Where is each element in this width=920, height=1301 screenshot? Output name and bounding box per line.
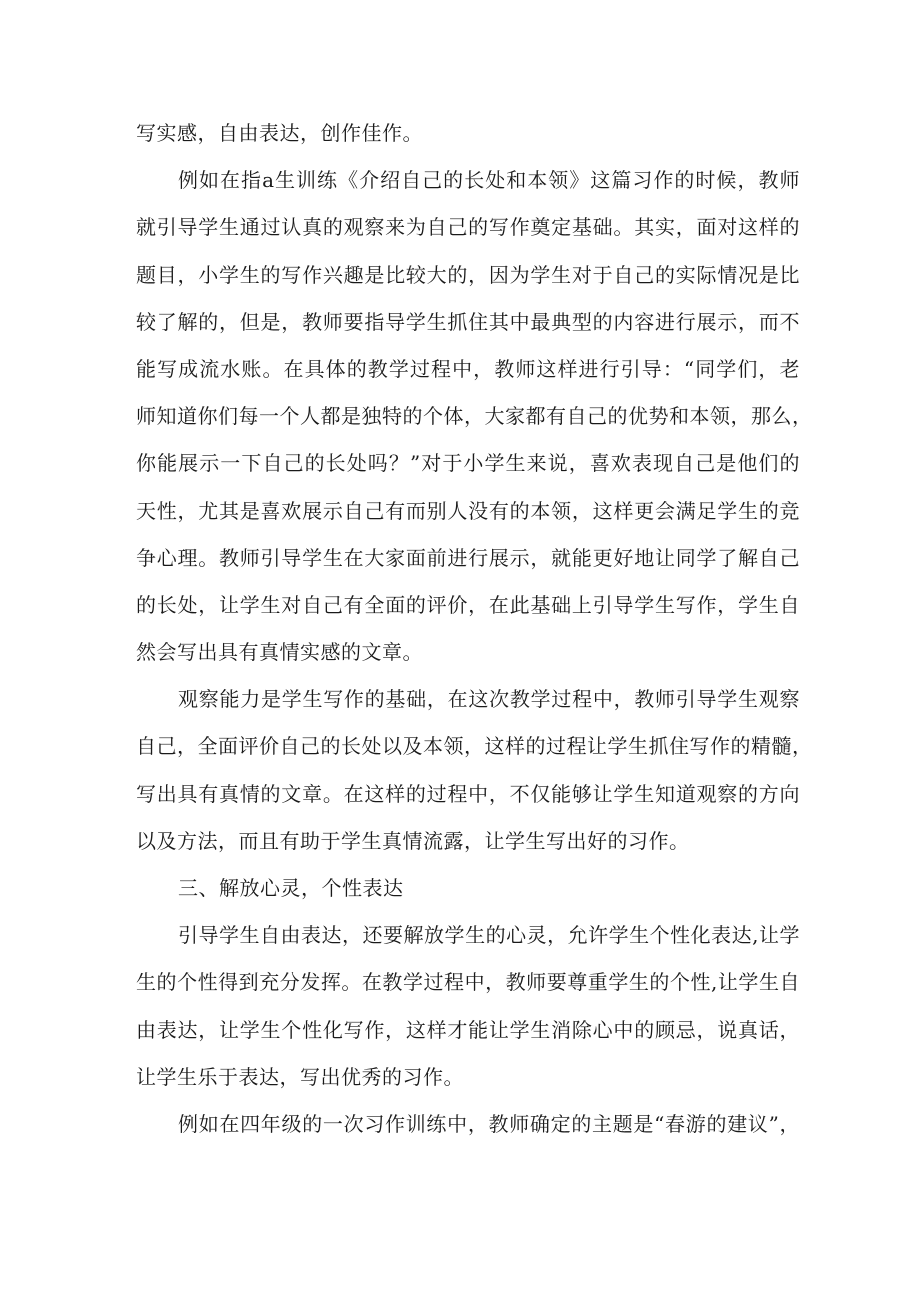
text-line: 就引导学生通过认真的观察来为自己的写作奠定基础。其实，面对这样的 <box>136 215 800 240</box>
text-line: 三、解放心灵，个性表达 <box>178 876 404 900</box>
text-line: 生的个性得到充分发挥。在教学过程中，教师要尊重学生的个性,让学生自 <box>136 970 800 995</box>
text-line: 你能展示一下自己的长处吗？”对于小学生来说，喜欢表现自己是他们的 <box>136 451 800 476</box>
text-line: 师知道你们每一个人都是独特的个体，大家都有自己的优势和本领，那么， <box>136 404 813 429</box>
text-line: 争心理。教师引导学生在大家面前进行展示，就能更好地让同学了解自己 <box>136 545 800 570</box>
text-line: 的长处，让学生对自己有全面的评价，在此基础上引导学生写作，学生自 <box>136 592 800 617</box>
text-line: 写出具有真情的文章。在这样的过程中，不仅能够让学生知道观察的方向 <box>136 781 800 806</box>
body-text <box>136 110 813 1148</box>
text-line: 写实感，自由表达，创作佳作。 <box>136 121 423 145</box>
text-line: 例如在四年级的一次习作训练中，教师确定的主题是“春游的建议”， <box>178 1111 800 1136</box>
text-line: 以及方法，而且有助于学生真情流露，让学生写出好的习作。 <box>136 828 690 853</box>
text-line: 然会写出具有真情实感的文章。 <box>136 640 423 665</box>
text-line: 引导学生自由表达，还要解放学生的心灵，允许学生个性化表达,让学 <box>178 923 800 948</box>
text-line: 观察能力是学生写作的基础，在这次教学过程中，教师引导学生观察 <box>178 687 800 712</box>
text-line: 较了解的，但是，教师要指导学生抓住其中最典型的内容进行展示，而不 <box>136 309 800 334</box>
text-line: 例如在指a生训练《介绍自己的长处和本领》这篇习作的时候，教师 <box>178 168 800 193</box>
text-line: 题目，小学生的写作兴趣是比较大的，因为学生对于自己的实际情况是比 <box>136 262 800 287</box>
text-line: 天性，尤其是喜欢展示自己有而别人没有的本领，这样更会满足学生的竞 <box>136 498 800 523</box>
text-line: 自己，全面评价自己的长处以及本领，这样的过程让学生抓住写作的精髓， <box>136 734 813 759</box>
text-line: 让学生乐于表达，写出优秀的习作。 <box>136 1064 464 1089</box>
text-line: 由表达，让学生个性化写作，这样才能让学生消除心中的顾忌，说真话， <box>136 1017 800 1042</box>
text-line: 能写成流水账。在具体的教学过程中，教师这样进行引导：“同学们，老 <box>136 356 800 381</box>
